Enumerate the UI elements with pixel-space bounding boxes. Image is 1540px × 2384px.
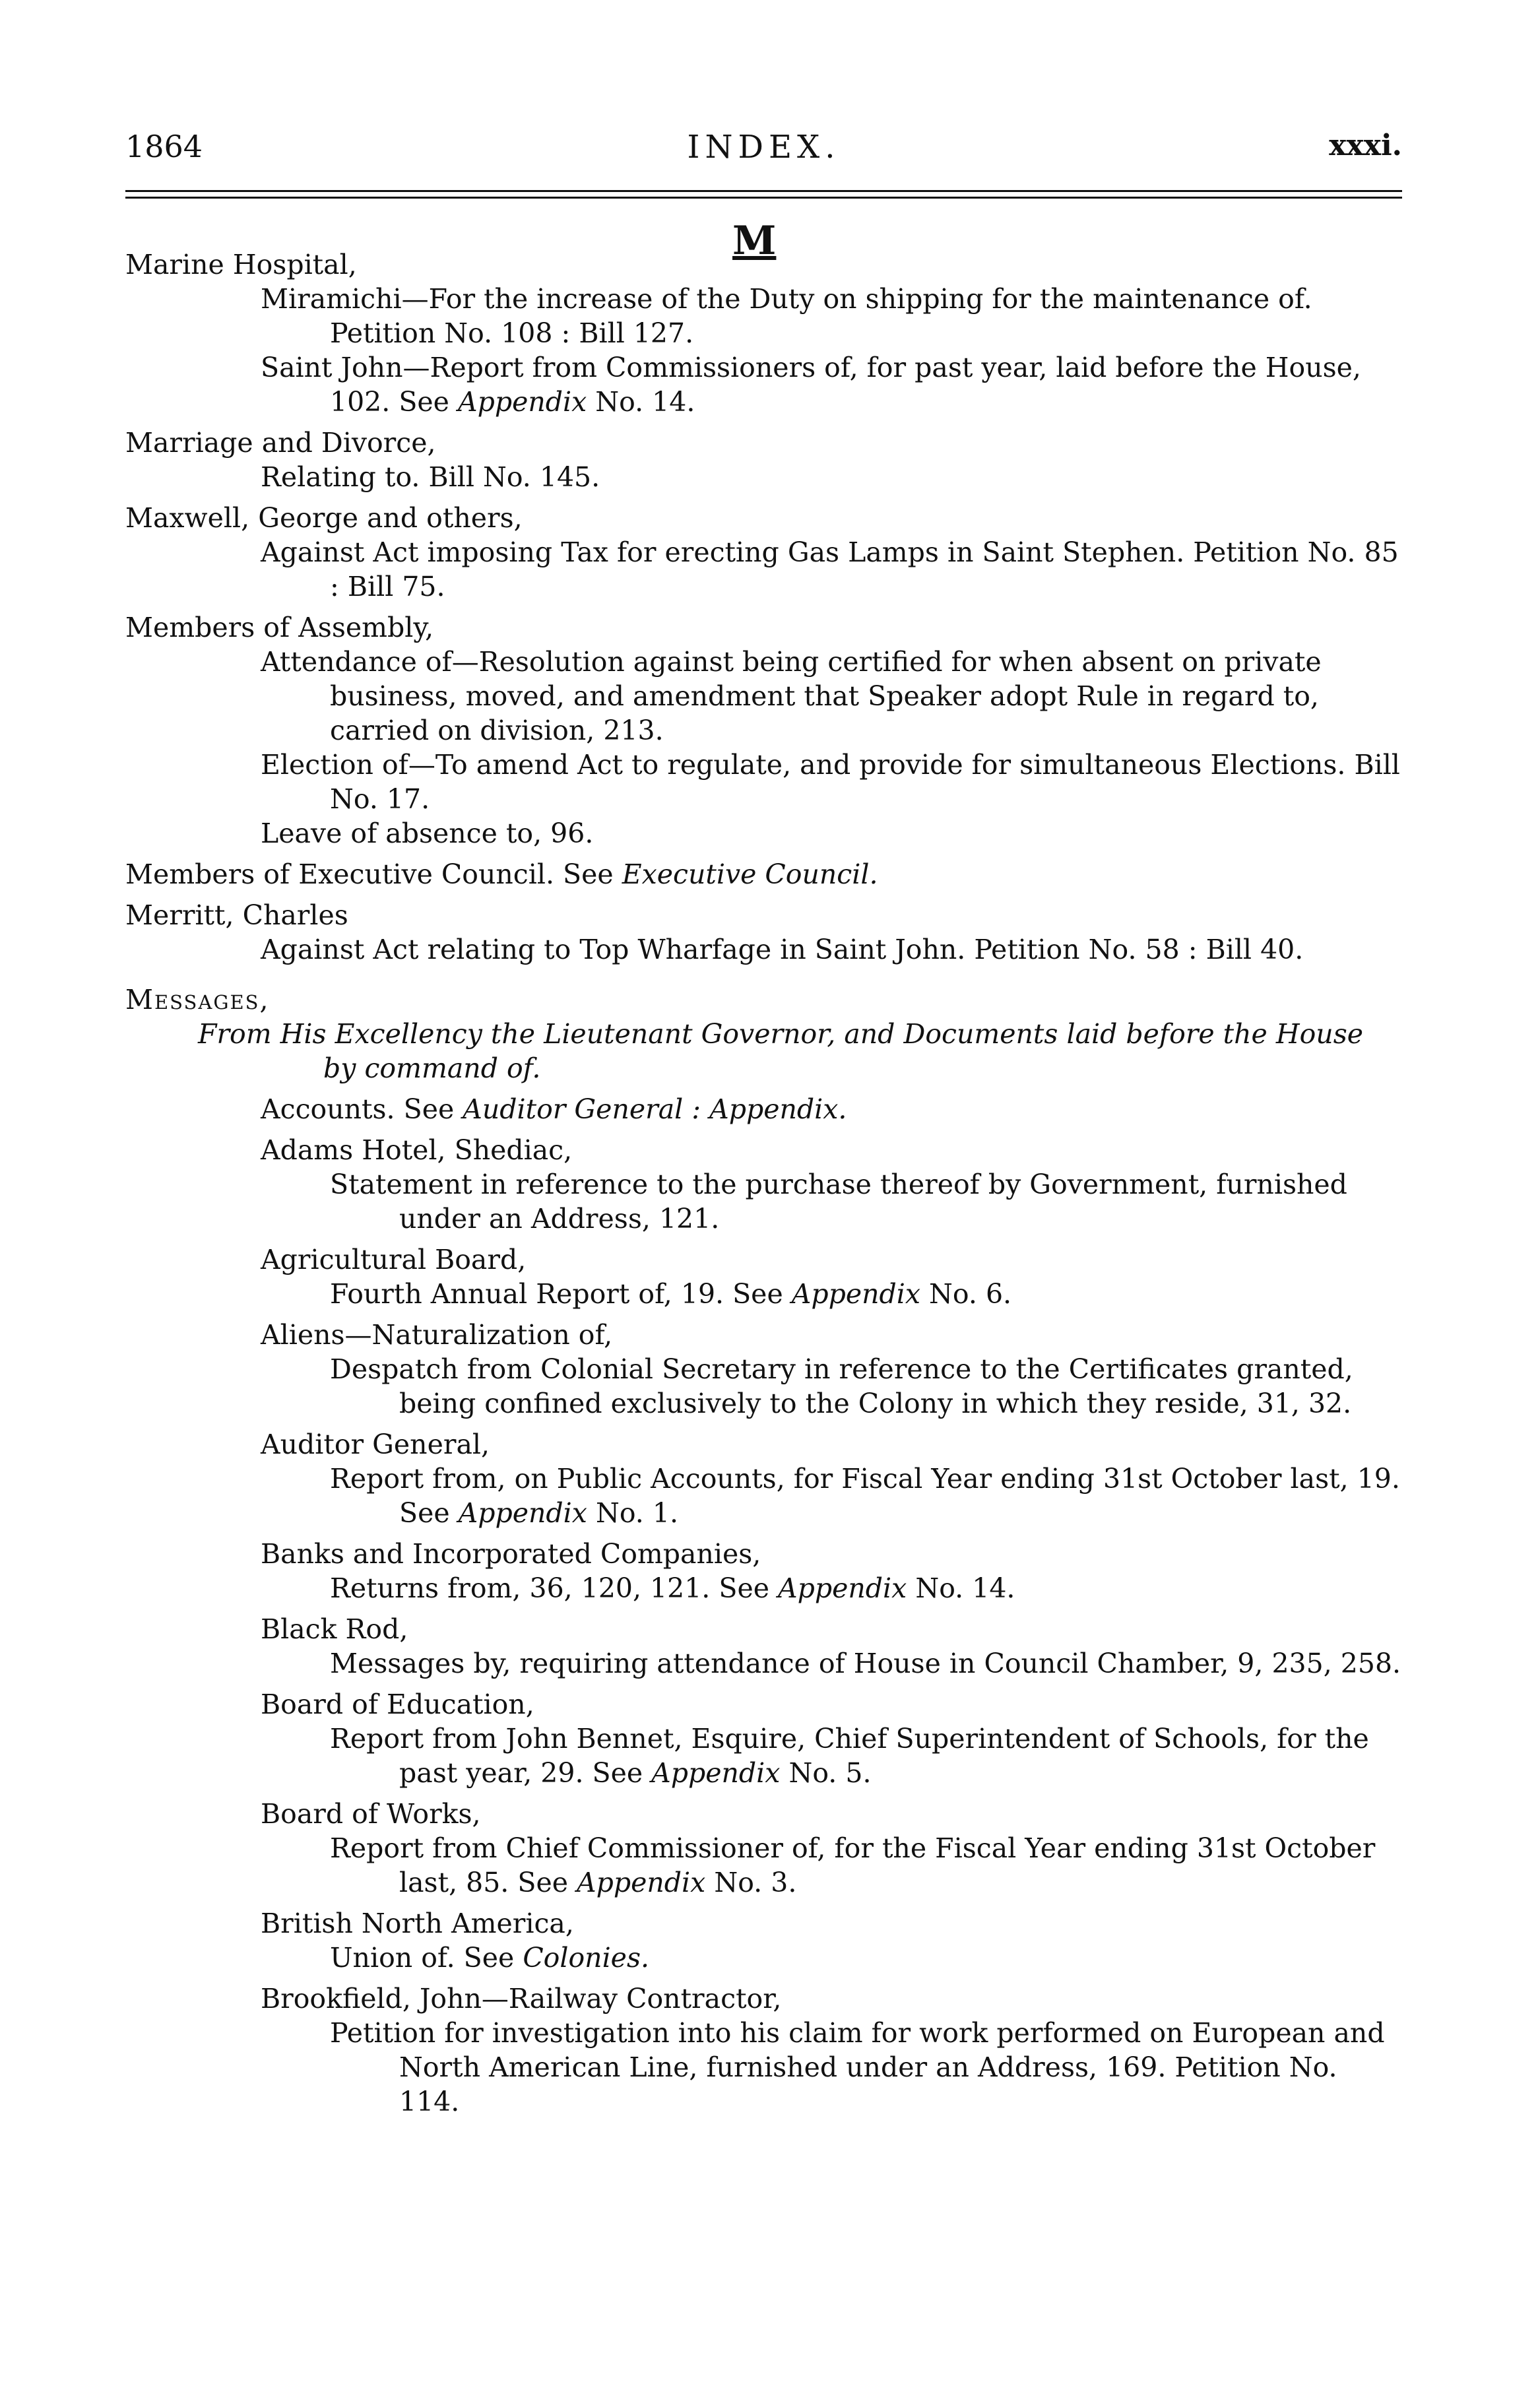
msg-aliens-sub: Despatch from Colonial Secretary in reference to the Certificates granted, being confined exclusively to the Colony in which they reside, 31, 32.	[330, 1353, 1353, 1419]
msg-agri-head: Agricultural Board,	[261, 1244, 527, 1275]
entry-marine-hospital: Marine Hospital,	[125, 249, 357, 280]
see-ref: Appendix	[457, 386, 587, 418]
see-ref: Appendix	[577, 1867, 706, 1898]
header-rule-top	[125, 190, 1402, 192]
msg-aliens-head: Aliens—Naturalization of,	[261, 1319, 613, 1351]
entry-maxwell: Maxwell, George and others,	[125, 502, 523, 534]
sub-leave: Leave of absence to, 96.	[261, 818, 594, 849]
msg-brookfield-sub: Petition for investigation into his claim for work performed on European and North American Line, furnished under an Address, 169. Petition No. 114.	[330, 2017, 1385, 2117]
msg-education-head: Board of Education,	[261, 1689, 534, 1720]
msg-education-sub	[330, 1722, 1402, 1790]
index-entries	[125, 247, 1402, 2119]
messages-from: From His Excellency the Lieutenant Governor, and Documents laid before the House by command of.	[198, 1018, 1364, 1084]
section-letter: M	[732, 218, 777, 264]
text: No. 1.	[587, 1497, 678, 1529]
msg-works-sub	[330, 1831, 1402, 1900]
msg-bna-head: British North America,	[261, 1908, 574, 1939]
see-ref: Appendix	[458, 1497, 587, 1529]
text: Returns from, 36, 120, 121. See	[330, 1572, 779, 1604]
header-page-number: xxxi.	[1329, 129, 1402, 162]
msg-auditor-sub	[330, 1462, 1402, 1530]
sub-maxwell: Against Act imposing Tax for erecting Gas Lamps in Saint Stephen. Petition No. 85 : Bill 75.	[261, 536, 1399, 602]
sub-marriage: Relating to. Bill No. 145.	[261, 461, 600, 493]
text: No. 14.	[587, 386, 695, 418]
text: Members of Executive Council. See	[125, 858, 622, 890]
msg-adams-head: Adams Hotel, Shediac,	[261, 1134, 573, 1166]
msg-blackrod-sub: Messages by, requiring attendance of House in Council Chamber, 9, 235, 258.	[330, 1648, 1401, 1679]
entry-merritt: Merritt, Charles	[125, 899, 348, 931]
msg-brookfield-head: Brookfield, John—Railway Contractor,	[261, 1983, 782, 2014]
header-rule-bottom	[125, 197, 1402, 199]
sub-merritt: Against Act relating to Top Wharfage in Saint John. Petition No. 58 : Bill 40.	[261, 934, 1304, 965]
entry-messages: Messages,	[125, 984, 270, 1015]
see-ref: Appendix	[651, 1757, 781, 1789]
msg-banks-sub	[330, 1571, 1402, 1605]
see-ref: Appendix	[791, 1278, 921, 1310]
entry-marriage: Marriage and Divorce,	[125, 427, 436, 459]
msg-accounts	[261, 1092, 1402, 1126]
see-ref: Colonies.	[523, 1942, 650, 1974]
text: No. 14.	[907, 1572, 1015, 1604]
msg-auditor-head: Auditor General,	[261, 1429, 490, 1460]
page-header	[125, 129, 1402, 175]
text: Saint John—Report from Commissioners of, for past year, laid before the House, 102. See	[261, 352, 1361, 418]
text: Report from John Bennet, Esquire, Chief Superintendent of Schools, for the past year, 29. See	[330, 1723, 1369, 1789]
header-year: 1864	[125, 129, 203, 164]
see-ref: Auditor General : Appendix.	[463, 1093, 847, 1125]
text: Union of. See	[330, 1942, 523, 1974]
msg-works-head: Board of Works,	[261, 1798, 481, 1830]
msg-adams-sub: Statement in reference to the purchase thereof by Government, furnished under an Address, 121.	[330, 1169, 1347, 1235]
sub-saint-john	[261, 350, 1402, 419]
see-ref: Appendix	[778, 1572, 907, 1604]
sub-election: Election of—To amend Act to regulate, and provide for simultaneous Elections. Bill No. 17.	[261, 749, 1400, 815]
text: Report from Chief Commissioner of, for the Fiscal Year ending 31st October last, 85. See	[330, 1832, 1376, 1898]
text: Report from, on Public Accounts, for Fiscal Year ending 31st October last, 19. See	[330, 1463, 1400, 1529]
entry-members-executive	[125, 857, 1402, 891]
msg-agri-sub	[330, 1277, 1402, 1311]
text: Accounts. See	[261, 1093, 463, 1125]
entry-members-assembly: Members of Assembly,	[125, 612, 434, 643]
msg-banks-head: Banks and Incorporated Companies,	[261, 1538, 761, 1570]
text: No. 6.	[920, 1278, 1012, 1310]
see-ref: Executive Council.	[622, 858, 878, 890]
text: No. 3.	[705, 1867, 797, 1898]
msg-bna-sub	[330, 1941, 1402, 1975]
sub-attendance: Attendance of—Resolution against being certified for when absent on private business, moved, and amendment that Speaker adopt Rule in regard to, carried on division, 213.	[261, 646, 1322, 746]
text: Fourth Annual Report of, 19. See	[330, 1278, 792, 1310]
text: No. 5.	[780, 1757, 872, 1789]
header-title: INDEX.	[687, 129, 841, 166]
sub-miramichi: Miramichi—For the increase of the Duty on shipping for the maintenance of. Petition No. 108 : Bill 127.	[261, 283, 1312, 349]
msg-blackrod-head: Black Rod,	[261, 1613, 408, 1645]
